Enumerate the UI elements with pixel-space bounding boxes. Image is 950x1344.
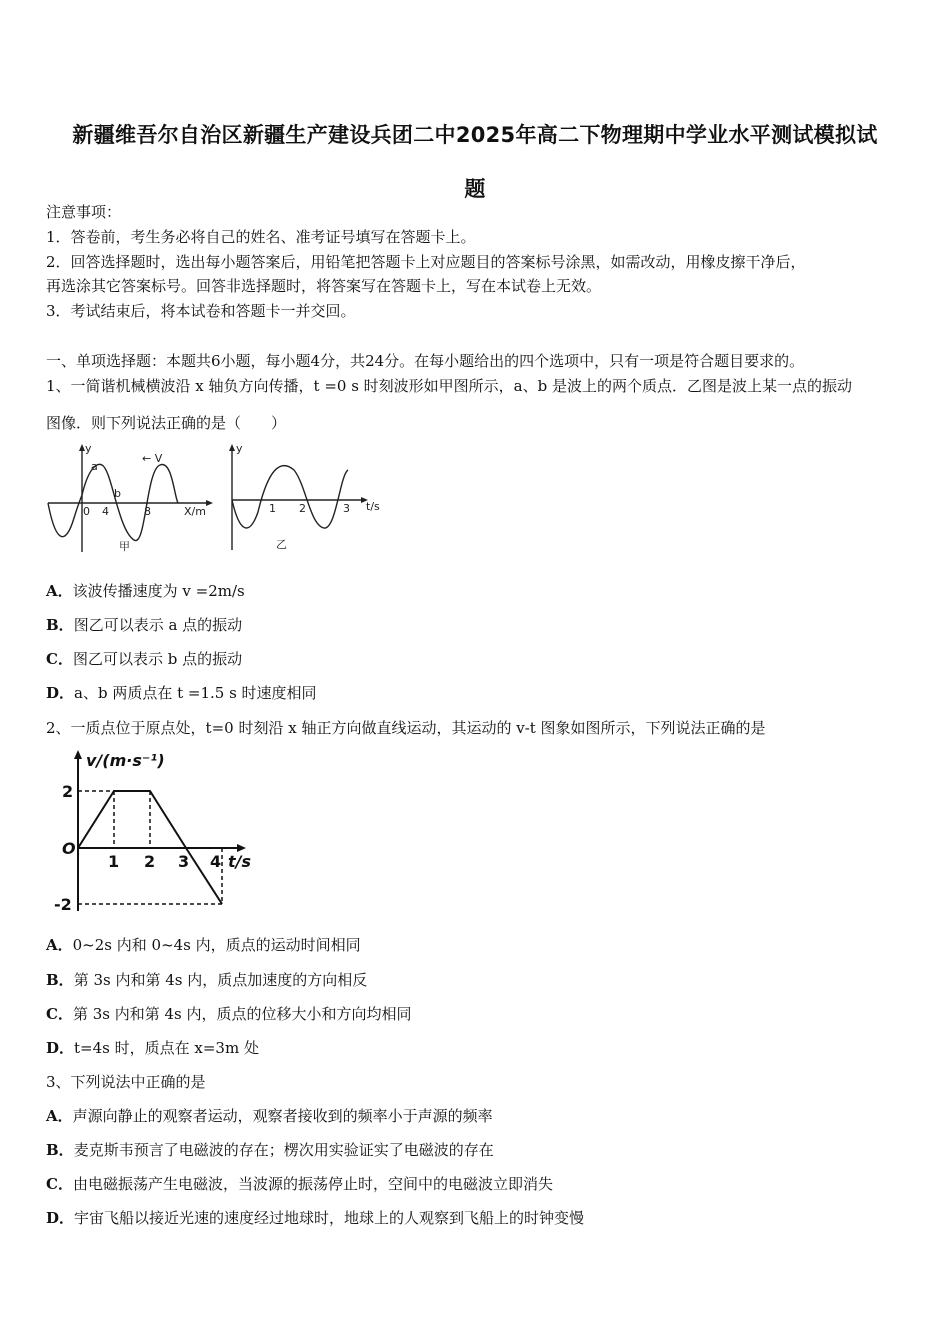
q2-origin: O bbox=[62, 839, 76, 858]
q1-option-c-letter: C． bbox=[46, 650, 73, 668]
q1-right-x-label: t/s bbox=[366, 500, 380, 513]
q2-stem: 2、一质点位于原点处，t=0 时刻沿 x 轴正方向做直线运动，其运动的 v-t 图象如图所示，下列说法正确的是 bbox=[46, 719, 766, 737]
q1-point-b: b bbox=[114, 487, 121, 500]
q2-option-a-letter: A． bbox=[46, 936, 73, 954]
q3-option-b-letter: B． bbox=[46, 1141, 74, 1159]
q1-option-a-letter: A． bbox=[46, 582, 73, 600]
q2-xtick-3: 3 bbox=[178, 852, 190, 871]
q1-right-caption: 乙 bbox=[276, 538, 287, 551]
q2-v-axis-arrow bbox=[74, 750, 82, 759]
notice-heading: 注意事项： bbox=[46, 203, 122, 221]
q3-option-a bbox=[46, 1106, 493, 1126]
section-heading: 一、单项选择题：本题共6小题，每小题4分，共24分。在每小题给出的四个选项中，只有一项是符合题目要求的。 bbox=[46, 352, 805, 370]
q2-option-b-text: 第 3s 内和第 4s 内，质点加速度的方向相反 bbox=[73, 971, 368, 989]
q1-left-tick-0: 0 bbox=[83, 505, 90, 518]
q3-option-b bbox=[46, 1140, 494, 1160]
q1-left-tick-4: 4 bbox=[102, 505, 109, 518]
q1-left-caption: 甲 bbox=[119, 540, 130, 553]
notice-item-2: 2．回答选择题时，选出每小题答案后，用铅笔把答题卡上对应题目的答案标号涂黑，如需改动，用橡皮擦干净后， bbox=[46, 253, 806, 271]
notice-item-1: 1．答卷前，考生务必将自己的姓名、准考证号填写在答题卡上。 bbox=[46, 228, 476, 246]
q2-xtick-4: 4 bbox=[210, 852, 222, 871]
exam-title-line1: 新疆维吾尔自治区新疆生产建设兵团二中2025年高二下物理期中学业水平测试模拟试 bbox=[72, 123, 878, 147]
q1-option-d-letter: D． bbox=[46, 684, 75, 702]
q1-option-a-text: 该波传播速度为 v =2m/s bbox=[72, 582, 245, 600]
q1-option-b-letter: B． bbox=[46, 616, 74, 634]
q3-option-c bbox=[46, 1174, 553, 1194]
q1-right-tick-3: 3 bbox=[343, 502, 350, 515]
q1-stem-line2: 图像．则下列说法正确的是（ ） bbox=[46, 414, 287, 432]
q1-option-b bbox=[46, 615, 242, 635]
q1-option-c-text: 图乙可以表示 b 点的振动 bbox=[72, 650, 243, 668]
q1-option-d bbox=[46, 683, 317, 703]
q1-stem-line1: 1、一简谐机械横波沿 x 轴负方向传播，t =0 s 时刻波形如甲图所示，a、b 是波上的两个质点．乙图是波上某一点的振动 bbox=[46, 377, 852, 395]
q1-left-y-label: y bbox=[85, 442, 92, 455]
q3-option-d-text: 宇宙飞船以接近光速的速度经过地球时，地球上的人观察到飞船上的时钟变慢 bbox=[74, 1209, 585, 1227]
q1-left-x-arrow bbox=[206, 500, 213, 506]
q1-velocity-label: ← V bbox=[142, 452, 163, 465]
q1-right-tick-2: 2 bbox=[299, 502, 306, 515]
q3-stem: 3、下列说法中正确的是 bbox=[46, 1073, 206, 1091]
q1-option-b-text: 图乙可以表示 a 点的振动 bbox=[73, 616, 243, 634]
q1-right-wave-curve bbox=[232, 466, 348, 528]
exam-title bbox=[40, 108, 910, 216]
q2-ytick-neg2: -2 bbox=[54, 895, 72, 914]
q2-option-b-letter: B． bbox=[46, 971, 74, 989]
q2-option-a-text: 0~2s 内和 0~4s 内，质点的运动时间相同 bbox=[72, 936, 361, 954]
q2-option-d-letter: D． bbox=[46, 1039, 75, 1057]
q1-right-y-label: y bbox=[236, 442, 243, 455]
q2-ytick-2: 2 bbox=[62, 782, 74, 801]
q1-option-a bbox=[46, 581, 245, 601]
q3-option-c-letter: C． bbox=[46, 1175, 73, 1193]
q2-option-c-letter: C． bbox=[46, 1005, 73, 1023]
q2-option-c bbox=[46, 1004, 412, 1024]
q2-option-d bbox=[46, 1038, 259, 1058]
q2-option-c-text: 第 3s 内和第 4s 内，质点的位移大小和方向均相同 bbox=[72, 1005, 412, 1023]
q1-point-a: a bbox=[91, 460, 98, 473]
q2-option-d-text: t=4s 时，质点在 x=3m 处 bbox=[74, 1039, 259, 1057]
q3-option-c-text: 由电磁振荡产生电磁波，当波源的振荡停止时，空间中的电磁波立即消失 bbox=[72, 1175, 553, 1193]
q2-option-a bbox=[46, 935, 361, 955]
q1-right-tick-1: 1 bbox=[269, 502, 276, 515]
q3-option-b-text: 麦克斯韦预言了电磁波的存在；楞次用实验证实了电磁波的存在 bbox=[73, 1141, 494, 1159]
q1-option-d-text: a、b 两质点在 t =1.5 s 时速度相同 bbox=[74, 684, 317, 702]
q2-xtick-1: 1 bbox=[108, 852, 120, 871]
q1-wave-figure bbox=[44, 440, 394, 562]
q2-xtick-2: 2 bbox=[144, 852, 156, 871]
q2-x-label: t/s bbox=[228, 852, 252, 871]
exam-title-line2: 题 bbox=[464, 177, 486, 201]
q1-right-y-arrow bbox=[229, 444, 235, 451]
q3-option-d-letter: D． bbox=[46, 1209, 75, 1227]
q1-left-tick-8: 8 bbox=[144, 505, 151, 518]
q1-option-c bbox=[46, 649, 242, 669]
q2-option-b bbox=[46, 970, 367, 990]
q2-t-axis-arrow bbox=[237, 844, 246, 852]
q3-option-a-text: 声源向静止的观察者运动，观察者接收到的频率小于声源的频率 bbox=[72, 1107, 493, 1125]
notice-item-2-cont: 再选涂其它答案标号。回答非选择题时，将答案写在答题卡上，写在本试卷上无效。 bbox=[46, 277, 602, 295]
q2-y-label: v/(m·s⁻¹) bbox=[86, 751, 165, 770]
q2-vt-figure bbox=[50, 746, 260, 918]
notice-item-3: 3．考试结束后，将本试卷和答题卡一并交回。 bbox=[46, 302, 356, 320]
q3-option-a-letter: A． bbox=[46, 1107, 73, 1125]
q3-option-d bbox=[46, 1208, 584, 1228]
q1-left-x-label: X/m bbox=[184, 505, 206, 518]
